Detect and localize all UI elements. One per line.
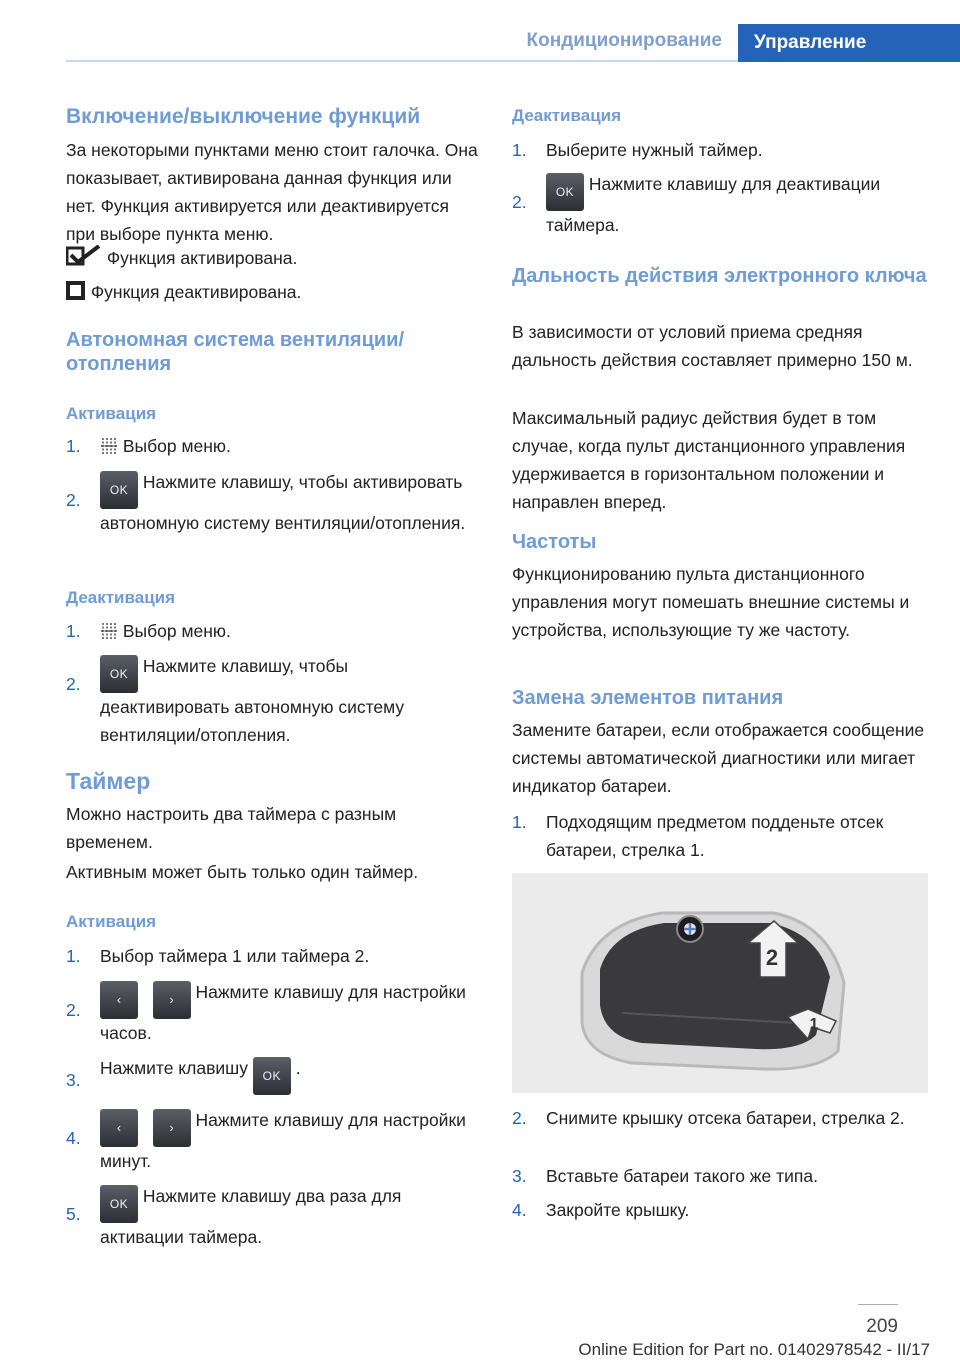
fan-menu-icon	[100, 620, 118, 648]
list-item: 2. OK Нажмите клавишу, чтобы активировать автономную систему вентиляции/отопления.	[66, 468, 482, 564]
footer-rule	[858, 1304, 898, 1305]
list-item: 2. Снимите крышку отсека батареи, стрелка 2.	[512, 1108, 905, 1128]
chevron-right-icon: ›	[153, 981, 191, 1019]
list-item: 4. Закройте крышку.	[512, 1200, 690, 1220]
list-item: 4. ‹ › Нажмите клавишу для настройки минут.	[66, 1110, 466, 1171]
functions-heading: Включение/выключение функций	[66, 105, 421, 128]
fan-menu-icon	[100, 435, 118, 463]
timer-text-1: Можно настроить два таймера с разным временем.	[66, 804, 397, 852]
ventilation-heading: Автономная система вентиляции/отопления	[66, 329, 405, 375]
ok-button-icon	[100, 1185, 138, 1223]
unchecked-row	[66, 278, 482, 309]
section-tab-climate[interactable]: Кондиционирование	[526, 30, 722, 51]
frequencies-heading: Частоты	[512, 531, 597, 553]
timer-heading: Таймер	[66, 768, 151, 794]
list-item: 3. Вставьте батареи такого же типа.	[512, 1166, 818, 1186]
list-item: 1. Подходящим предметом подденьте отсек батареи, стрелка 1.	[512, 812, 884, 860]
range-text-2: Максимальный радиус действия будет в том случае, когда пульт дистанционного управления удерживается в горизонтальном положении и направлен вперед.	[512, 408, 906, 512]
activation-heading: Активация	[66, 404, 157, 423]
battery-text: Замените батареи, если отображается сообщение системы автоматической диагностики или мигает индикатор батареи.	[512, 720, 925, 796]
list-item: 1. Выбор меню.	[66, 432, 482, 472]
functions-text: За некоторыми пунктами меню стоит галочка. Она показывает, активирована данная функция или нет. Функция активируется или деактивируется при выборе пункта меню.	[66, 140, 478, 244]
arrow-label-1: 1	[809, 1016, 819, 1033]
checked-label: Функция активирована.	[106, 248, 298, 268]
battery-heading: Замена элементов питания	[512, 687, 784, 709]
list-item: 1. Выбор меню.	[66, 617, 482, 657]
ok-button-icon	[100, 471, 138, 509]
ok-button-icon	[546, 173, 584, 211]
page-header	[66, 24, 960, 62]
range-text-1: В зависимости от условий приема средняя дальность действия составляет примерно 150 м.	[512, 322, 913, 370]
chevron-left-icon: ‹	[100, 1109, 138, 1147]
unchecked-label: Функция деактивирована.	[90, 282, 302, 302]
list-item: 2. OK Нажмите клавишу для деактивации таймера.	[512, 170, 930, 240]
chevron-left-icon: ‹	[100, 981, 138, 1019]
deactivation-heading: Деактивация	[66, 588, 176, 607]
timer-deactivation-heading: Деактивация	[512, 106, 622, 125]
key-fob-image	[512, 873, 928, 1093]
frequencies-text: Функционированию пульта дистанционного управления могут помешать внешние системы и устройства, использующие ту же частоту.	[512, 564, 910, 640]
timer-activation-heading: Активация	[66, 912, 157, 931]
checkmark-icon	[66, 245, 102, 275]
list-item: 1. Выбор таймера 1 или таймера 2.	[66, 946, 370, 966]
list-item: 2. ‹ › Нажмите клавишу для настройки часов.	[66, 982, 466, 1043]
timer-text-2: Активным может быть только один таймер.	[66, 862, 419, 882]
range-heading: Дальность действия электронного ключа	[512, 265, 927, 287]
arrow-label-2: 2	[765, 945, 779, 970]
edition-note: Online Edition for Part no. 01402978542 - II/17	[578, 1340, 930, 1359]
chevron-right-icon: ›	[153, 1109, 191, 1147]
section-tab-controls[interactable]: Управление	[738, 24, 960, 62]
list-item: 2. OK Нажмите клавишу, чтобы деактивировать автономную систему вентиляции/отопления.	[66, 652, 482, 748]
page-number: 209	[866, 1316, 898, 1337]
list-item: 1. Выберите нужный таймер.	[512, 140, 763, 160]
checkbox-empty-icon	[66, 281, 86, 309]
list-item: 5. OK Нажмите клавишу два раза для активации таймера.	[66, 1182, 482, 1252]
list-item: 3. Нажмите клавишу OK .	[66, 1054, 482, 1094]
ok-button-icon	[253, 1057, 291, 1095]
checked-row	[66, 244, 482, 275]
ok-button-icon	[100, 655, 138, 693]
